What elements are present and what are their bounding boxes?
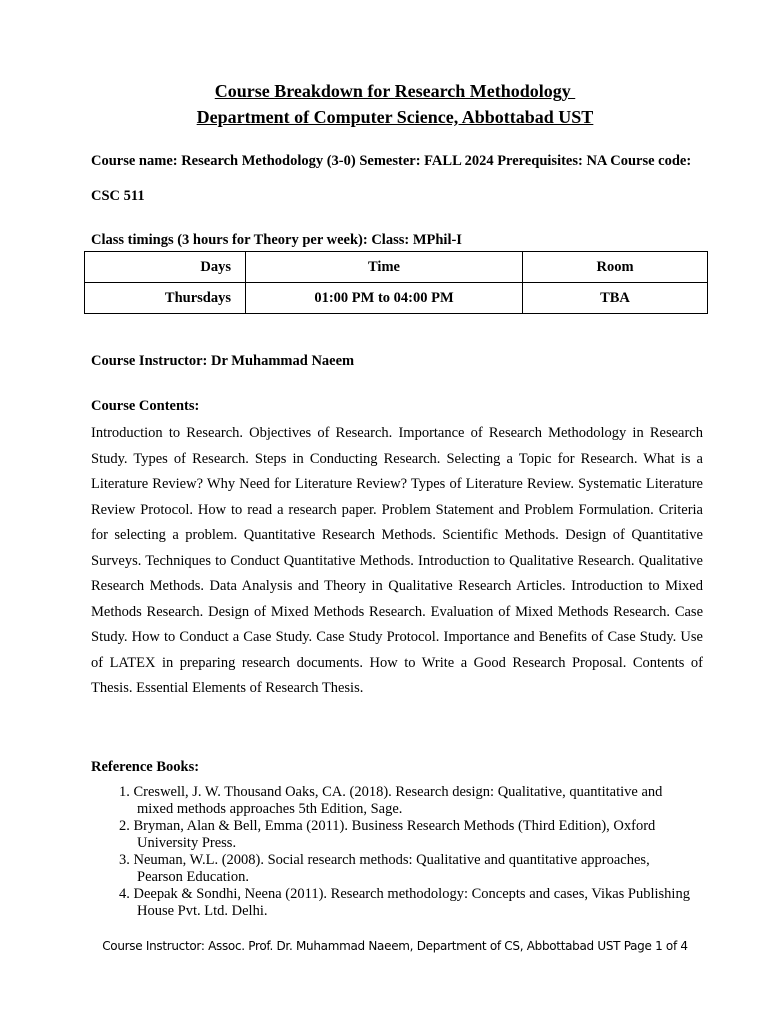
department-title: Department of Computer Science, Abbottabad UST <box>196 107 594 127</box>
document-title: Course Breakdown for Research Methodology <box>214 81 576 101</box>
header-room: Room <box>523 252 708 283</box>
list-item: 4. Deepak & Sondhi, Neena (2011). Research methodology: Concepts and cases, Vikas Publishing House Pvt. Ltd. Delhi. <box>119 886 690 919</box>
course-instructor: Course Instructor: Dr Muhammad Naeem <box>91 353 355 369</box>
table-header-row <box>85 252 708 283</box>
list-item: 1. Creswell, J. W. Thousand Oaks, CA. (2018). Research design: Qualitative, quantitative and mixed methods approaches 5th Edition, Sage. <box>119 784 663 817</box>
table-row <box>85 283 708 314</box>
schedule-table <box>84 251 708 314</box>
course-info: Course name: Research Methodology (3-0) Semester: FALL 2024 Prerequisites: NA Course code: CSC 511 <box>91 153 692 204</box>
header-time: Time <box>246 252 523 283</box>
cell-days: Thursdays <box>85 283 246 314</box>
header-days: Days <box>85 252 246 283</box>
reference-list <box>112 784 692 920</box>
reference-books-heading: Reference Books: <box>91 759 200 775</box>
cell-time: 01:00 PM to 04:00 PM <box>246 283 523 314</box>
course-contents-heading: Course Contents: <box>91 398 200 414</box>
class-timings: Class timings (3 hours for Theory per week): Class: MPhil-I <box>91 232 462 248</box>
page-footer: Course Instructor: Assoc. Prof. Dr. Muhammad Naeem, Department of CS, Abbottabad UST Page 1 of 4 <box>102 939 688 953</box>
course-contents-text: Introduction to Research. Objectives of Research. Importance of Research Methodology in Research Study. Types of Research. Steps in Conducting Research. Selecting a Topic for Research. What is a Literature Review? Why Need for Literature Review? Types of Literature Review. Systematic Literature Review Protocol. How to read a research paper. Problem Statement and Problem Formulation. Criteria for selecting a problem. Quantitative Research Methods. Scientific Methods. Design of Quantitative Surveys. Techniques to Conduct Quantitative Methods. Introduction to Qualitative Research. Qualitative Research Methods. Data Analysis and Theory in Qualitative Research Articles. Introduction to Mixed Methods Research. Design of Mixed Methods Research. Evaluation of Mixed Methods Research. Case Study. How to Conduct a Case Study. Case Study Protocol. Importance and Benefits of Case Study. Use of LATEX in preparing research documents. How to Write a Good Research Proposal. Contents of Thesis. Essential Elements of Research Thesis. <box>91 425 703 696</box>
cell-room: TBA <box>523 283 708 314</box>
list-item: 2. Bryman, Alan & Bell, Emma (2011). Business Research Methods (Third Edition), Oxford University Press. <box>119 818 656 851</box>
list-item: 3. Neuman, W.L. (2008). Social research methods: Qualitative and quantitative approaches, Pearson Education. <box>119 852 650 885</box>
